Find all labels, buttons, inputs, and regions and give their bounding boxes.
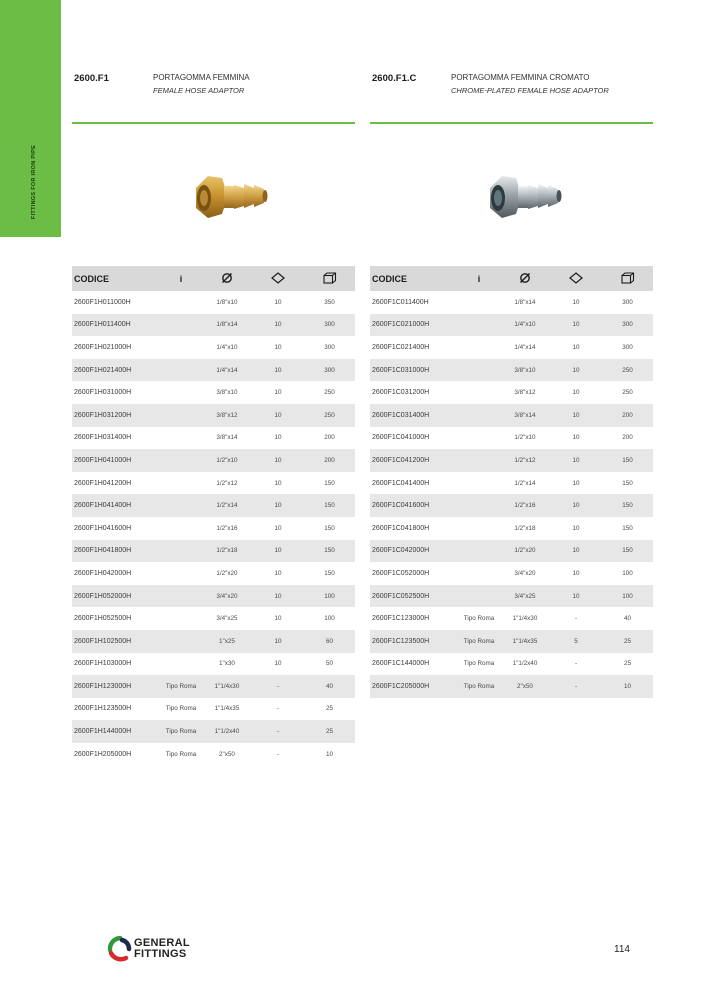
cell-code: 2600F1C144000H [372,660,430,668]
table-row [72,585,355,608]
cell-code: 2600F1H021000H [74,343,132,351]
cell-size: 1/2"x14 [202,494,252,517]
cell-inner-pack: 10 [274,389,282,397]
cell-inner-pack: 10 [550,585,602,608]
cell-info: Tipo Roma [463,615,495,623]
cell-code: 2600F1H041600H [74,524,132,532]
cell-info [458,314,500,337]
table-header-row [370,266,653,291]
cell-size: 1"x30 [219,660,235,668]
table-row [370,562,653,585]
cell-box-qty: 150 [324,569,335,577]
cell-size: 1/2"x10 [202,449,252,472]
table-row [370,517,653,540]
cell-code: 2600F1H041400H [72,494,160,517]
cell-info [458,540,500,563]
table-row [72,291,355,314]
cell-box-qty: 100 [304,585,355,608]
cell-info [458,494,500,517]
cell-inner-pack: 10 [572,479,580,487]
cell-box-qty: 250 [602,359,653,382]
cell-box-qty: 40 [623,615,631,623]
cell-code: 2600F1C031400H [370,404,458,427]
cell-inner-pack: 10 [550,404,602,427]
cell-inner-pack: 10 [252,630,304,653]
cell-box-qty: 300 [622,343,633,351]
cell-info [160,607,202,630]
cell-inner-pack: 10 [252,404,304,427]
cell-box-qty: 250 [304,404,355,427]
cell-size: 1"1/2x40 [512,660,538,668]
cell-box-qty: 100 [622,569,633,577]
cell-size: 1/4"x14 [202,359,252,382]
cell-inner-pack: 10 [274,343,282,351]
logo-wordmark [134,938,190,960]
cell-inner-pack: 10 [550,494,602,517]
cell-box-qty: 250 [324,389,335,397]
carton-box-icon [602,266,653,291]
cell-box-qty: 150 [324,524,335,532]
cell-size: 1"1/4x30 [202,675,252,698]
cell-size: 3/8"x14 [500,404,550,427]
cell-info [458,449,500,472]
cell-inner-pack: - [574,615,578,623]
cell-size: 1"1/4x35 [500,630,550,653]
table-row [370,291,653,314]
cell-code: 2600F1C031000H [370,359,458,382]
cell-info [160,585,202,608]
cell-info [160,630,202,653]
product-description-en: CHROME-PLATED FEMALE HOSE ADAPTOR [451,86,609,95]
cell-size: 1/2"x12 [216,479,238,487]
logo-mark-icon [108,936,132,962]
table-row [72,472,355,495]
cell-size: 3/8"x12 [514,389,536,397]
cell-info [160,381,202,404]
cell-inner-pack: 10 [572,524,580,532]
table-row [370,336,653,359]
table-row [72,653,355,676]
cell-code: 2600F1H031200H [72,404,160,427]
cell-code: 2600F1H031400H [74,434,132,442]
cell-box-qty: 25 [325,705,333,713]
cell-info [458,562,500,585]
cell-inner-pack: 10 [572,389,580,397]
cell-box-qty: 150 [622,524,633,532]
cell-info [160,427,202,450]
cell-inner-pack: 10 [252,449,304,472]
cell-code: 2600F1C052500H [370,585,458,608]
cell-code: 2600F1C041400H [372,479,430,487]
cell-code: 2600F1C011400H [372,298,429,306]
page-number: 114 [614,944,630,955]
cell-size: 1/4"x14 [514,343,536,351]
cell-box-qty: 100 [324,615,335,623]
cell-box-qty: 150 [602,449,653,472]
carton-box-icon [304,266,355,291]
green-divider [370,122,653,124]
product-description-it: PORTAGOMMA FEMMINA [153,73,250,82]
cell-inner-pack: 10 [252,314,304,337]
table-row [72,517,355,540]
cell-code: 2600F1H011400H [72,314,160,337]
green-divider [72,122,355,124]
cell-info [160,540,202,563]
column-header-code: CODICE [370,266,458,291]
brass-hose-adaptor-photo [112,138,317,262]
table-row [370,472,653,495]
product-description-it: PORTAGOMMA FEMMINA CROMATO [451,73,590,82]
cell-info [160,472,202,495]
table-row [72,540,355,563]
cell-size: 1/2"x20 [216,569,238,577]
cell-box-qty: 150 [622,479,633,487]
diameter-icon [202,266,252,291]
cell-inner-pack: 10 [572,569,580,577]
cell-box-qty: 50 [325,660,333,668]
cell-info: Tipo Roma [160,720,202,743]
cell-inner-pack: 10 [274,524,282,532]
cell-code: 2600F1C031200H [372,389,430,397]
cell-size: 1/2"x16 [500,494,550,517]
cell-inner-pack: 10 [274,615,282,623]
cell-inner-pack: - [276,705,280,713]
cell-code: 2600F1H123500H [74,705,132,713]
cell-box-qty: 200 [324,434,335,442]
product-table-chrome [370,266,653,698]
cell-size: 3/4"x25 [500,585,550,608]
table-row [370,381,653,404]
cell-inner-pack: 10 [274,660,282,668]
cell-info [458,517,500,540]
cell-info [160,359,202,382]
cell-size: 1/4"x10 [216,343,238,351]
table-row [72,607,355,630]
cell-box-qty: 150 [324,479,335,487]
cell-code: 2600F1C205000H [370,675,458,698]
cell-size: 1/8"x14 [202,314,252,337]
product-table-brass [72,266,355,765]
table-row [72,404,355,427]
cell-inner-pack: 10 [274,298,282,306]
cell-info [160,494,202,517]
cell-box-qty: 10 [325,750,333,758]
cell-inner-pack: 10 [572,343,580,351]
logo-line-1: GENERAL [134,937,190,949]
cell-code: 2600F1H042000H [74,569,132,577]
cell-size: 3/8"x14 [216,434,238,442]
column-header-code: CODICE [72,266,160,291]
cell-inner-pack: 10 [550,314,602,337]
cell-size: 3/8"x10 [500,359,550,382]
cell-size: 1"1/4x30 [512,615,538,623]
cell-inner-pack: 10 [274,479,282,487]
product-code-title: 2600.F1 [74,73,109,84]
column-header-info: i [458,266,500,291]
table-header-row [72,266,355,291]
table-row [72,314,355,337]
table-row [72,698,355,721]
table-row [72,562,355,585]
cell-size: 2"x50 [219,750,235,758]
cell-size: 1"1/4x35 [214,705,240,713]
cell-size: 1"1/2x40 [202,720,252,743]
cell-box-qty: 350 [324,298,335,306]
cell-size: 3/4"x20 [514,569,536,577]
cell-code: 2600F1C041800H [372,524,430,532]
cell-inner-pack: - [252,675,304,698]
cell-code: 2600F1H041200H [74,479,132,487]
logo-line-2: FITTINGS [134,948,187,960]
cell-inner-pack: 10 [550,540,602,563]
table-row [370,653,653,676]
cell-inner-pack: 10 [550,359,602,382]
cell-code: 2600F1H144000H [72,720,160,743]
cell-inner-pack: 10 [274,569,282,577]
cell-box-qty: 150 [304,540,355,563]
cell-code: 2600F1H052000H [72,585,160,608]
cell-box-qty: 200 [304,449,355,472]
cell-info: Tipo Roma [160,675,202,698]
cell-info [160,314,202,337]
cell-code: 2600F1H041000H [72,449,160,472]
cell-box-qty: 60 [304,630,355,653]
cell-size: 1/2"x10 [514,434,536,442]
cell-box-qty: 150 [602,494,653,517]
cell-info [458,359,500,382]
cell-inner-pack: - [276,750,280,758]
cell-code: 2600F1C123000H [372,615,430,623]
cell-box-qty: 300 [622,298,633,306]
cell-info [160,653,202,676]
cell-size: 2"x50 [500,675,550,698]
cell-info [160,562,202,585]
table-row [370,449,653,472]
table-row [370,585,653,608]
general-fittings-logo [108,935,208,965]
cell-code: 2600F1C041200H [370,449,458,472]
table-row [72,720,355,743]
cell-inner-pack: 10 [252,540,304,563]
cell-size: 1/8"x14 [514,298,536,306]
table-row [370,607,653,630]
cell-inner-pack: 10 [274,434,282,442]
cell-info: Tipo Roma [458,675,500,698]
cell-size: 3/8"x12 [202,404,252,427]
cell-info [160,336,202,359]
cell-box-qty: 300 [324,343,335,351]
cell-info [160,291,202,314]
cell-inner-pack: 5 [550,630,602,653]
table-row [370,314,653,337]
cell-info [458,472,500,495]
table-row [370,427,653,450]
table-row [72,494,355,517]
table-row [370,630,653,653]
cell-size: 1/2"x20 [500,540,550,563]
cell-info: Tipo Roma [463,660,495,668]
cell-info [458,404,500,427]
cell-info: Tipo Roma [165,750,197,758]
table-row [72,427,355,450]
cell-size: 1/2"x16 [216,524,238,532]
cell-info [160,449,202,472]
table-row [370,540,653,563]
cell-code: 2600F1C021400H [372,343,430,351]
product-description-en: FEMALE HOSE ADAPTOR [153,86,245,95]
cell-code: 2600F1H041800H [72,540,160,563]
table-row [370,675,653,698]
chrome-hose-adaptor-photo [410,138,615,262]
cell-code: 2600F1H021400H [72,359,160,382]
table-row [370,359,653,382]
cell-info: Tipo Roma [165,705,197,713]
cell-box-qty: 100 [602,585,653,608]
inner-box-icon [252,266,304,291]
cell-code: 2600F1C041000H [372,434,430,442]
table-row [72,449,355,472]
cell-box-qty: 25 [623,660,631,668]
cell-info [458,336,500,359]
cell-info: Tipo Roma [458,630,500,653]
cell-inner-pack: - [550,675,602,698]
cell-code: 2600F1C021000H [370,314,458,337]
cell-inner-pack: 10 [252,494,304,517]
cell-size: 1/4"x10 [500,314,550,337]
cell-box-qty: 300 [602,314,653,337]
cell-code: 2600F1C041600H [370,494,458,517]
cell-size: 1/2"x18 [202,540,252,563]
cell-size: 3/4"x25 [216,615,238,623]
cell-size: 1/2"x12 [500,449,550,472]
cell-code: 2600F1H011000H [74,298,131,306]
cell-info [458,291,500,314]
table-row [72,336,355,359]
cell-box-qty: 200 [602,404,653,427]
cell-code: 2600F1H102500H [72,630,160,653]
cell-inner-pack: 10 [572,298,580,306]
section-label: FITTINGS FOR IRON PIPE [31,144,37,220]
cell-size: 1/8"x10 [216,298,238,306]
table-row [72,381,355,404]
table-row [72,675,355,698]
cell-inner-pack: - [252,720,304,743]
cell-size: 1/2"x18 [514,524,536,532]
cell-box-qty: 300 [304,359,355,382]
table-row [370,404,653,427]
cell-inner-pack: 10 [252,585,304,608]
diameter-icon [500,266,550,291]
table-row [72,359,355,382]
cell-size: 1"x25 [202,630,252,653]
cell-code: 2600F1C042000H [370,540,458,563]
cell-box-qty: 10 [602,675,653,698]
cell-size: 1/2"x14 [514,479,536,487]
cell-code: 2600F1H205000H [74,750,132,758]
cell-info [458,381,500,404]
cell-inner-pack: - [574,660,578,668]
cell-code: 2600F1C123500H [370,630,458,653]
cell-code: 2600F1H103000H [74,660,132,668]
cell-code: 2600F1H052500H [74,615,132,623]
cell-box-qty: 250 [622,389,633,397]
cell-box-qty: 40 [304,675,355,698]
inner-box-icon [550,266,602,291]
cell-box-qty: 150 [304,494,355,517]
cell-code: 2600F1H123000H [72,675,160,698]
cell-box-qty: 25 [304,720,355,743]
cell-box-qty: 25 [602,630,653,653]
table-row [72,743,355,766]
cell-box-qty: 300 [304,314,355,337]
cell-size: 3/4"x20 [202,585,252,608]
cell-info [458,427,500,450]
cell-inner-pack: 10 [252,359,304,382]
product-code-title: 2600.F1.C [372,73,417,84]
cell-box-qty: 150 [602,540,653,563]
cell-code: 2600F1C052000H [372,569,430,577]
table-row [72,630,355,653]
cell-box-qty: 200 [622,434,633,442]
cell-size: 3/8"x10 [216,389,238,397]
cell-info [160,404,202,427]
cell-info [160,517,202,540]
cell-info [458,585,500,608]
cell-inner-pack: 10 [550,449,602,472]
table-row [370,494,653,517]
cell-code: 2600F1H031000H [74,389,132,397]
cell-inner-pack: 10 [572,434,580,442]
column-header-info: i [160,266,202,291]
